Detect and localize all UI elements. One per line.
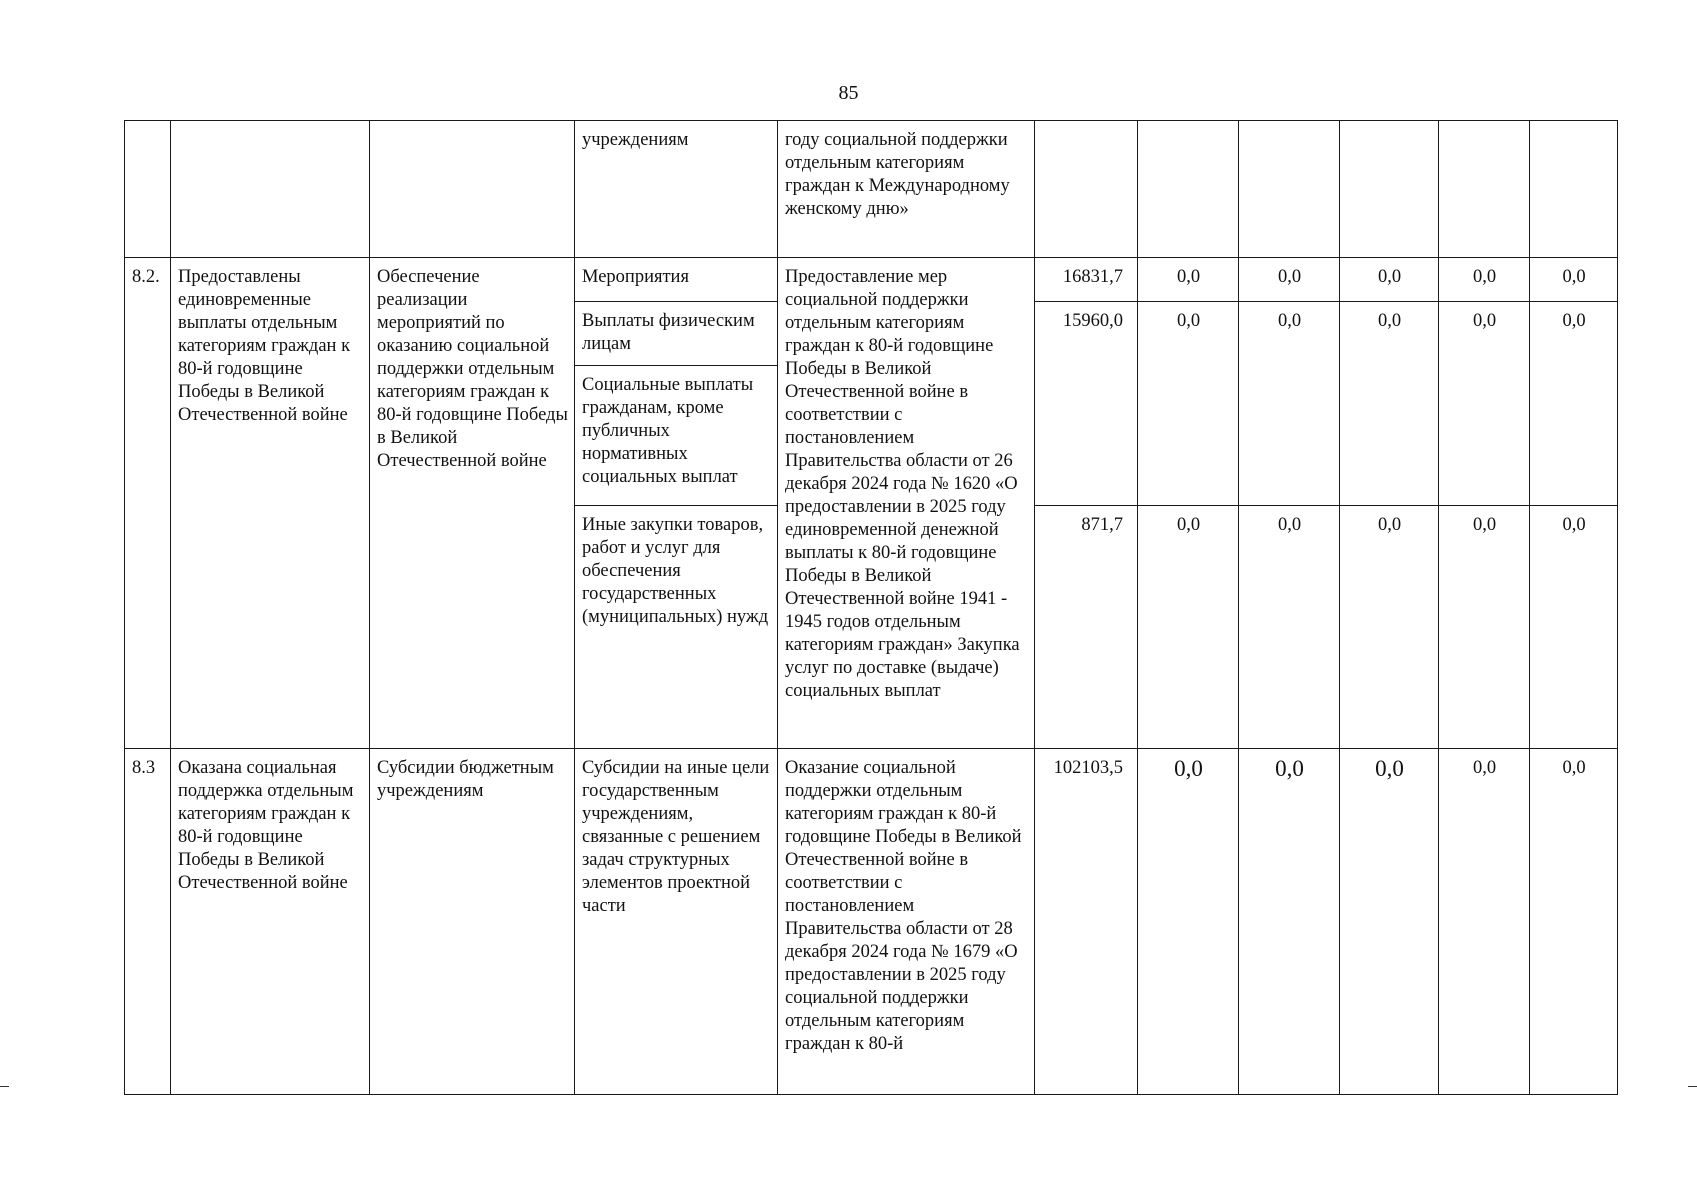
cell-value: 0,0 — [1138, 258, 1239, 302]
cell-description: Предоставление мер социальной поддержки отдельным категориям граждан к 80-й годовщине Победы в Великой Отечественной войне в соответствии с постановлением Правительства области от 26 декабря 2024 года № 1620 «О предоставлении в 2025 году единовременной денежной выплаты к 80-й годовщине Победы в Великой Отечественной войне 1941 - 1945 годов отдельным категориям граждан» Закупка услуг по доставке (выдаче) социальных выплат — [778, 258, 1035, 749]
cell-value: 0,0 — [1239, 258, 1340, 302]
cell-value — [1439, 121, 1530, 258]
cell-value: 0,0 — [1340, 506, 1439, 749]
cell-value — [1035, 121, 1138, 258]
cell-value — [1340, 121, 1439, 258]
cell-expense-type: Социальные выплаты гражданам, кроме публичных нормативных социальных выплат — [575, 366, 778, 506]
cell-expense-type: Мероприятия — [575, 258, 778, 302]
cell-value: 0,0 — [1239, 506, 1340, 749]
cell-expense-type: Выплаты физическим лицам — [575, 302, 778, 366]
cell-value: 0,0 — [1340, 258, 1439, 302]
cell-value: 871,7 — [1035, 506, 1138, 749]
cell-value: 0,0 — [1439, 749, 1530, 1095]
table-row-8-2-events — [125, 258, 1618, 302]
scan-edge-mark — [0, 1086, 9, 1087]
cell-value: 0,0 — [1340, 302, 1439, 506]
cell-value: 15960,0 — [1035, 302, 1138, 506]
cell-value: 102103,5 — [1035, 749, 1138, 1095]
cell-result: Предоставлены единовременные выплаты отдельным категориям граждан к 80-й годовщине Победы в Великой Отечественной войне — [171, 258, 370, 749]
cell-value: 0,0 — [1340, 749, 1439, 1095]
cell-number: 8.3 — [125, 749, 171, 1095]
cell-result: Оказана социальная поддержка отдельным категориям граждан к 80-й годовщине Победы в Великой Отечественной войне — [171, 749, 370, 1095]
cell-value: 0,0 — [1530, 302, 1618, 506]
cell-measure: Субсидии бюджетным учреждениям — [370, 749, 575, 1095]
cell-number: 8.2. — [125, 258, 171, 749]
page-number: 85 — [838, 82, 859, 104]
cell-expense-type: Иные закупки товаров, работ и услуг для обеспечения государственных (муниципальных) нужд — [575, 506, 778, 749]
cell-value: 0,0 — [1530, 506, 1618, 749]
cell-value: 0,0 — [1239, 302, 1340, 506]
cell-value — [1239, 121, 1340, 258]
cell-value: 0,0 — [1439, 302, 1530, 506]
cell-expense-type: учреждениям — [575, 121, 778, 258]
budget-table-sheet — [124, 120, 1617, 1095]
cell-value — [1138, 121, 1239, 258]
cell-measure — [370, 121, 575, 258]
table-row-continuation — [125, 121, 1618, 258]
cell-value: 0,0 — [1439, 506, 1530, 749]
cell-value: 0,0 — [1138, 506, 1239, 749]
cell-value: 0,0 — [1530, 749, 1618, 1095]
table-row-8-3 — [125, 749, 1618, 1095]
cell-description: году социальной поддержки отдельным категориям граждан к Международному женскому дню» — [778, 121, 1035, 258]
cell-value: 0,0 — [1239, 749, 1340, 1095]
cell-result — [171, 121, 370, 258]
cell-measure: Обеспечение реализации мероприятий по оказанию социальной поддержки отдельным категориям граждан к 80-й годовщине Победы в Великой Отечественной войне — [370, 258, 575, 749]
cell-number — [125, 121, 171, 258]
cell-description: Оказание социальной поддержки отдельным категориям граждан к 80-й годовщине Победы в Великой Отечественной войне в соответствии с постановлением Правительства области от 28 декабря 2024 года № 1679 «О предоставлении в 2025 году социальной поддержки отдельным категориям граждан к 80-й — [778, 749, 1035, 1095]
cell-value: 16831,7 — [1035, 258, 1138, 302]
cell-value: 0,0 — [1530, 258, 1618, 302]
cell-value: 0,0 — [1439, 258, 1530, 302]
scan-edge-mark — [1688, 1086, 1697, 1087]
budget-table — [124, 120, 1618, 1095]
cell-value: 0,0 — [1138, 749, 1239, 1095]
cell-expense-type: Субсидии на иные цели государственным учреждениям, связанные с решением задач структурных элементов проектной части — [575, 749, 778, 1095]
cell-value — [1530, 121, 1618, 258]
cell-value: 0,0 — [1138, 302, 1239, 506]
